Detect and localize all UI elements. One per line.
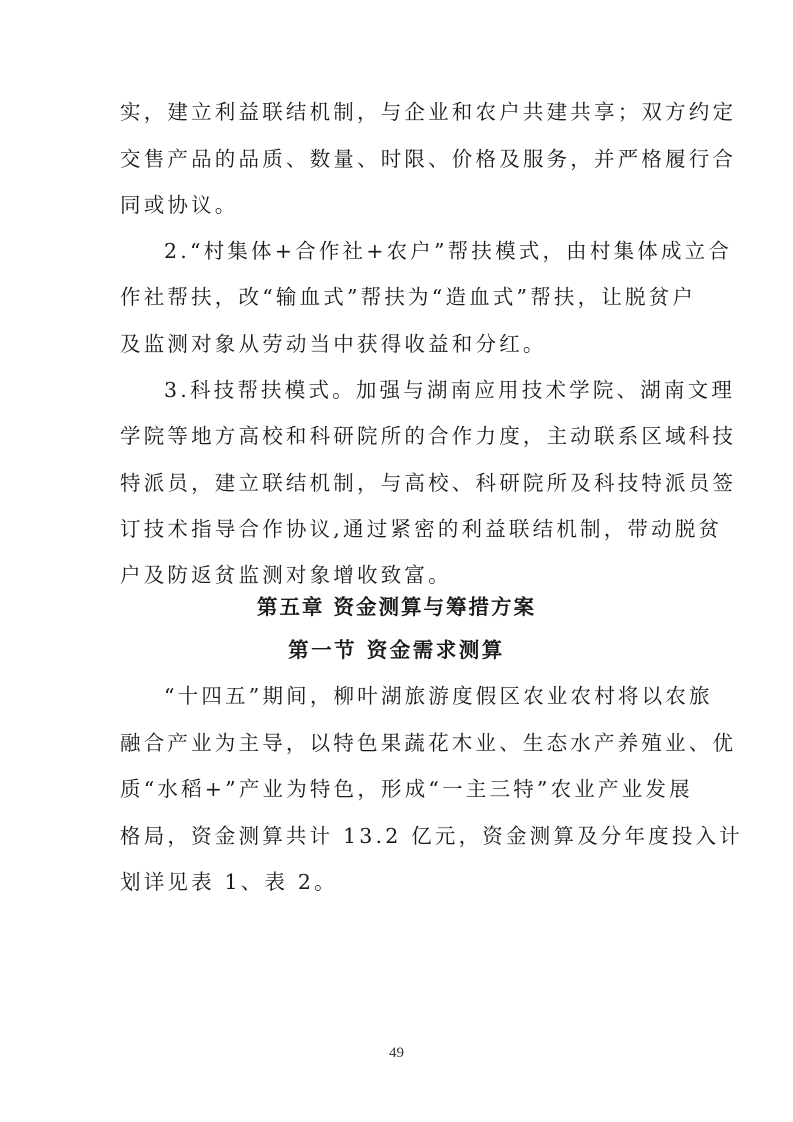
paragraph-2-line-2: 作社帮扶，改“输血式”帮扶为“造血式”帮扶，让脱贫户 bbox=[120, 285, 697, 309]
paragraph-3-line-4: 订技术指导合作协议,通过紧密的利益联结机制，带动脱贫 bbox=[120, 517, 723, 541]
paragraph-4-line-1: “十四五”期间，柳叶湖旅游度假区农业农村将以农旅 bbox=[164, 684, 713, 708]
paragraph-4-line-4: 格局，资金测算共计 13.2 亿元，资金测算及分年度投入计 bbox=[120, 824, 743, 848]
page-number: 49 bbox=[389, 1045, 404, 1061]
chapter-heading: 第五章 资金测算与筹措方案 bbox=[256, 595, 537, 619]
paragraph-4-line-2: 融合产业为主导，以特色果蔬花木业、生态水产养殖业、优 bbox=[120, 731, 737, 755]
paragraph-1-line-2: 交售产品的品质、数量、时限、价格及服务，并严格履行合 bbox=[120, 147, 737, 171]
paragraph-3-line-3: 特派员，建立联结机制，与高校、科研院所及科技特派员签 bbox=[120, 471, 737, 495]
paragraph-3-line-2: 学院等地方高校和科研院所的合作力度，主动联系区域科技 bbox=[120, 424, 737, 448]
paragraph-2-line-1: 2.“村集体+合作社+农户”帮扶模式，由村集体成立合 bbox=[164, 239, 733, 263]
paragraph-4-line-3: 质“水稻+”产业为特色，形成“一主三特”农业产业发展 bbox=[120, 777, 693, 801]
section-heading: 第一节 资金需求测算 bbox=[288, 638, 505, 662]
paragraph-1-line-1: 实，建立利益联结机制，与企业和农户共建共享；双方约定 bbox=[120, 100, 737, 124]
paragraph-2-line-3: 及监测对象从劳动当中获得收益和分红。 bbox=[120, 332, 547, 356]
paragraph-3-line-5: 户及防返贫监测对象增收致富。 bbox=[120, 563, 452, 587]
paragraph-3-line-1: 3.科技帮扶模式。加强与湖南应用技术学院、湖南文理 bbox=[164, 378, 736, 402]
paragraph-4-line-5: 划详见表 1、表 2。 bbox=[120, 870, 338, 894]
paragraph-1-line-3: 同或协议。 bbox=[120, 193, 239, 217]
